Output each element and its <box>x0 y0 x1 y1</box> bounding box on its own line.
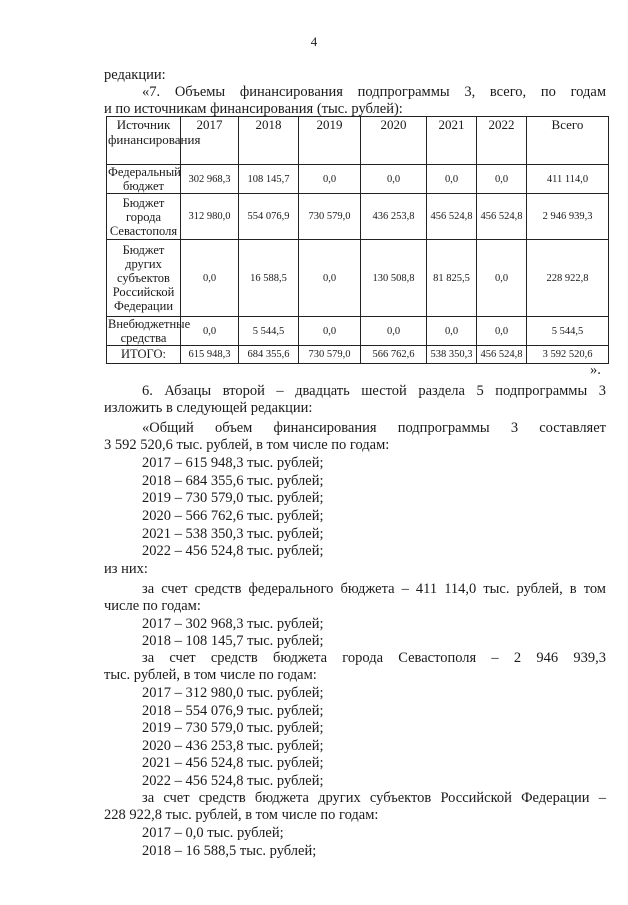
source-cell: Внебюджетные средства <box>108 317 191 345</box>
list-item: 2018 – 554 076,9 тыс. рублей; <box>142 703 324 719</box>
paragraph-line: за счет средств федерального бюджета – 411 114,0 тыс. рублей, в том <box>142 581 606 597</box>
total-value-cell: 566 762,6 <box>361 346 427 364</box>
table-row <box>107 240 609 317</box>
value-cell: 81 825,5 <box>427 240 477 317</box>
intro-line: и по источникам финансирования (тыс. рублей): <box>104 101 403 117</box>
value-cell: 130 508,8 <box>361 240 427 317</box>
header-cell: 2019 <box>299 117 361 165</box>
value-cell: 0,0 <box>361 317 427 346</box>
header-cell: 2020 <box>361 117 427 165</box>
list-item: 2021 – 538 350,3 тыс. рублей; <box>142 526 324 542</box>
value-cell: 0,0 <box>477 240 527 317</box>
paragraph-line: «Общий объем финансирования подпрограммы 3 составляет <box>142 420 606 436</box>
table-header-row <box>107 117 609 165</box>
financing-table <box>106 116 609 364</box>
paragraph-line: из них: <box>104 561 148 577</box>
value-cell: 730 579,0 <box>299 194 361 240</box>
value-cell: 456 524,8 <box>477 194 527 240</box>
paragraph-line: за счет средств бюджета города Севастополя – 2 946 939,3 <box>142 650 606 666</box>
paragraph-line: тыс. рублей, в том числе по годам: <box>104 667 317 683</box>
value-cell: 456 524,8 <box>427 194 477 240</box>
paragraph-line: 6. Абзацы второй – двадцать шестой раздела 5 подпрограммы 3 <box>142 383 606 399</box>
header-cell: Источник финансирования <box>107 117 181 165</box>
total-value-cell: 615 948,3 <box>181 346 239 364</box>
value-cell: 0,0 <box>477 165 527 194</box>
list-item: 2017 – 312 980,0 тыс. рублей; <box>142 685 324 701</box>
value-cell: 0,0 <box>181 240 239 317</box>
quote-close: ». <box>590 362 601 378</box>
header-cell: 2021 <box>427 117 477 165</box>
value-cell: 0,0 <box>427 165 477 194</box>
total-value-cell: 3 592 520,6 <box>527 346 609 364</box>
total-label-cell: ИТОГО: <box>107 346 181 364</box>
list-item: 2018 – 108 145,7 тыс. рублей; <box>142 633 324 649</box>
value-cell: 436 253,8 <box>361 194 427 240</box>
value-cell: 16 588,5 <box>239 240 299 317</box>
value-cell: 554 076,9 <box>239 194 299 240</box>
header-cell: 2018 <box>239 117 299 165</box>
value-cell: 2 946 939,3 <box>527 194 609 240</box>
value-cell: 0,0 <box>181 317 239 346</box>
list-item: 2019 – 730 579,0 тыс. рублей; <box>142 720 324 736</box>
paragraph-line: за счет средств бюджета других субъектов Российской Федерации – <box>142 790 606 806</box>
list-item: 2017 – 615 948,3 тыс. рублей; <box>142 455 324 471</box>
paragraph-line: 228 922,8 тыс. рублей, в том числе по годам: <box>104 807 379 823</box>
value-cell: 0,0 <box>477 317 527 346</box>
page-number: 4 <box>310 34 318 49</box>
paragraph-line: 3 592 520,6 тыс. рублей, в том числе по годам: <box>104 437 390 453</box>
list-item: 2020 – 566 762,6 тыс. рублей; <box>142 508 324 524</box>
intro-line: редакции: <box>104 67 166 83</box>
value-cell: 0,0 <box>427 317 477 346</box>
paragraph-line: числе по годам: <box>104 598 201 614</box>
table-row <box>107 194 609 240</box>
table-row <box>107 317 609 346</box>
header-cell: 2017 <box>181 117 239 165</box>
total-value-cell: 456 524,8 <box>477 346 527 364</box>
value-cell: 5 544,5 <box>527 317 609 346</box>
value-cell: 5 544,5 <box>239 317 299 346</box>
list-item: 2019 – 730 579,0 тыс. рублей; <box>142 490 324 506</box>
total-value-cell: 730 579,0 <box>299 346 361 364</box>
total-value-cell: 684 355,6 <box>239 346 299 364</box>
list-item: 2021 – 456 524,8 тыс. рублей; <box>142 755 324 771</box>
source-cell: Бюджет города Севастополя <box>107 194 181 240</box>
list-item: 2017 – 302 968,3 тыс. рублей; <box>142 616 324 632</box>
header-cell: 2022 <box>477 117 527 165</box>
list-item: 2017 – 0,0 тыс. рублей; <box>142 825 284 841</box>
header-cell: Всего <box>527 117 609 165</box>
table-row <box>107 165 609 194</box>
total-value-cell: 538 350,3 <box>427 346 477 364</box>
table-total-row <box>107 346 609 364</box>
list-item: 2022 – 456 524,8 тыс. рублей; <box>142 773 324 789</box>
source-cell: Бюджет других субъектов Российской Федерации <box>107 240 181 317</box>
intro-line: «7. Объемы финансирования подпрограммы 3, всего, по годам <box>142 84 606 100</box>
list-item: 2022 – 456 524,8 тыс. рублей; <box>142 543 324 559</box>
value-cell: 108 145,7 <box>239 165 299 194</box>
value-cell: 312 980,0 <box>181 194 239 240</box>
value-cell: 0,0 <box>361 165 427 194</box>
value-cell: 0,0 <box>299 165 361 194</box>
value-cell: 0,0 <box>299 240 361 317</box>
value-cell: 0,0 <box>299 317 361 346</box>
paragraph-line: изложить в следующей редакции: <box>104 400 313 416</box>
value-cell: 411 114,0 <box>527 165 609 194</box>
list-item: 2020 – 436 253,8 тыс. рублей; <box>142 738 324 754</box>
list-item: 2018 – 16 588,5 тыс. рублей; <box>142 843 317 859</box>
source-cell: Федеральный бюджет <box>108 165 181 193</box>
list-item: 2018 – 684 355,6 тыс. рублей; <box>142 473 324 489</box>
value-cell: 228 922,8 <box>527 240 609 317</box>
value-cell: 302 968,3 <box>181 165 239 194</box>
